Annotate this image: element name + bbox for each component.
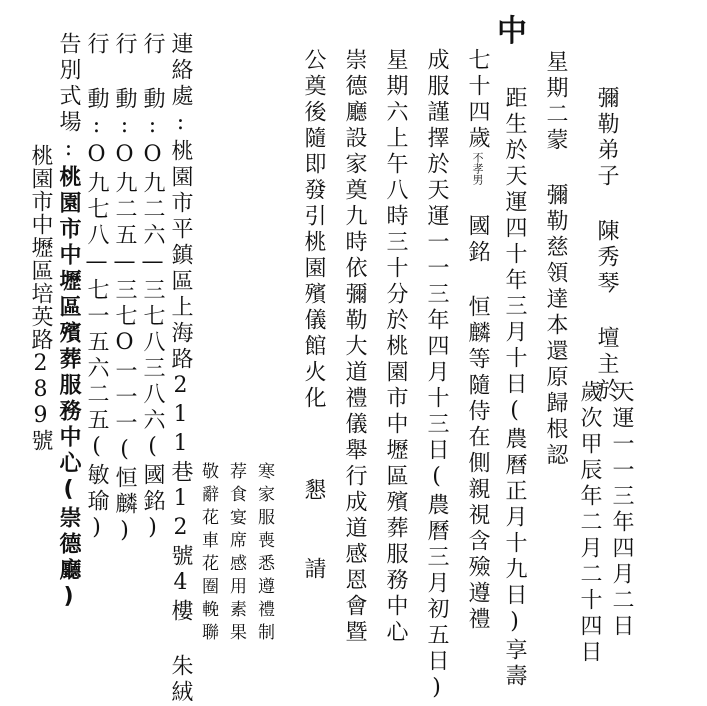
announcement-line-1: 彌勒弟子 陳秀琴 壇主於 [594, 86, 619, 404]
respectful-request: 懇 請 [301, 478, 326, 595]
etiquette-line-1: 寒家服喪悉遵禮制 [254, 462, 274, 646]
etiquette-line-2: 荐食宴席感用素果 [226, 462, 246, 646]
contact-mobile-2: 行 動:O九二五—三七O一一一(恒麟) [112, 32, 137, 547]
contact-mobile-1: 行 動:O九二六—三七八三八六(國銘) [140, 32, 165, 544]
header-mark: 中 [497, 14, 527, 49]
unfilial-son-label: 不孝男 [471, 152, 484, 185]
etiquette-line-3: 敬辭花車花圈輓聯 [198, 462, 218, 646]
announcement-line-4: 距生於天運四十年三月十日(農曆正月十九日)享壽 [502, 86, 527, 690]
contact-mobile-3: 行 動:O九七八—七一五六二五(敏瑜) [84, 32, 109, 544]
sons-text: 國銘 恒麟等隨侍在側親視含殮遵禮 [465, 185, 490, 633]
announcement-line-2a: 天運一一三年四月二日 [609, 380, 634, 640]
contact-office: 連絡處:桃園市平鎮區上海路211巷12號4樓 朱絨 [168, 32, 193, 706]
announcement-line-7: 星期六上午八時三十分於桃園市中壢區殯葬服務中心 [383, 48, 408, 646]
announcement-line-2b: 歲次甲辰年二月二十四日 [577, 380, 602, 666]
venue-name: 桃園市中壢區殯葬服務中心(崇德廳) [56, 165, 81, 613]
venue-address: 桃園市中壢區培英路289號 [28, 144, 53, 452]
announcement-line-6: 成服謹擇於天運一一三年四月十三日(農曆三月初五日) [424, 48, 449, 704]
venue-label: 告別式場: [56, 32, 81, 165]
announcement-line-5 [463, 48, 491, 633]
announcement-line-8: 崇德廳設家奠九時依彌勒大道禮儀舉行成道感恩會暨 [342, 48, 367, 646]
announcement-line-3: 星期二蒙 彌勒慈領達本還原歸根認 [543, 50, 568, 469]
announcement-line-9: 公奠後隨即發引桃園殯儀館火化 [301, 48, 326, 412]
age-text: 七十四歲 [465, 48, 490, 152]
funeral-venue [54, 32, 82, 613]
